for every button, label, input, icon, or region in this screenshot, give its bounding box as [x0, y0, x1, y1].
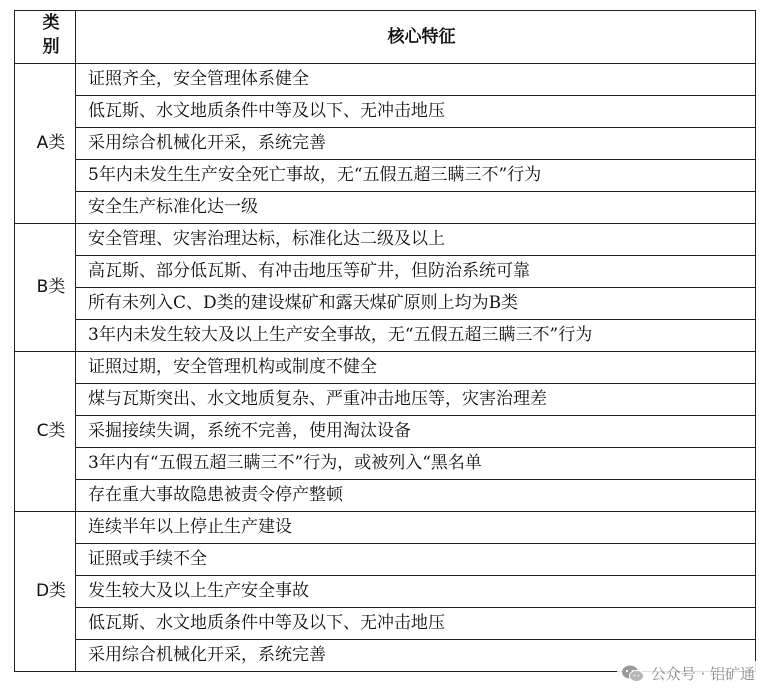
- category-header: [15, 11, 76, 64]
- feature-cell: 采用综合机械化开采，系统完善: [76, 128, 756, 160]
- table-row: [15, 480, 756, 512]
- category-cell: C类: [15, 352, 76, 512]
- watermark: [617, 661, 759, 686]
- feature-cell: 低瓦斯、水文地质条件中等及以下、无冲击地压: [76, 96, 756, 128]
- feature-cell: 证照或手续不全: [76, 544, 756, 576]
- table-row: [15, 192, 756, 224]
- feature-cell: 高瓦斯、部分低瓦斯、有冲击地压等矿井，但防治系统可靠: [76, 256, 756, 288]
- feature-cell: 存在重大事故隐患被责令停产整顿: [76, 480, 756, 512]
- category-cell: D类: [15, 512, 76, 672]
- feature-cell: 5年内未发生生产安全死亡事故，无“五假五超三瞒三不”行为: [76, 160, 756, 192]
- table-row: [15, 448, 756, 480]
- feature-cell: 安全管理、灾害治理达标，标准化达二级及以上: [76, 224, 756, 256]
- table-row: [15, 576, 756, 608]
- watermark-text: 公众号 · 铝矿通: [650, 665, 755, 683]
- classification-table: [14, 10, 756, 672]
- category-header-label: 类别: [42, 13, 60, 57]
- table-row: [15, 320, 756, 352]
- table-row: [15, 288, 756, 320]
- table-row: [15, 128, 756, 160]
- feature-cell: 煤与瓦斯突出、水文地质复杂、严重冲击地压等，灾害治理差: [76, 384, 756, 416]
- category-cell: A类: [15, 64, 76, 224]
- feature-cell: 采掘接续失调，系统不完善，使用淘汰设备: [76, 416, 756, 448]
- feature-cell: 3年内未发生较大及以上生产安全事故，无“五假五超三瞒三不”行为: [76, 320, 756, 352]
- table-row: [15, 224, 756, 256]
- feature-cell: 3年内有“五假五超三瞒三不”行为，或被列入“黑名单: [76, 448, 756, 480]
- feature-cell: 连续半年以上停止生产建设: [76, 512, 756, 544]
- table-row: [15, 64, 756, 96]
- table-row: [15, 608, 756, 640]
- table-row: [15, 352, 756, 384]
- table-row: [15, 416, 756, 448]
- feature-cell: 安全生产标准化达一级: [76, 192, 756, 224]
- features-header: 核心特征: [76, 11, 756, 64]
- table-row: [15, 160, 756, 192]
- header-row: [15, 11, 756, 64]
- table-row: [15, 512, 756, 544]
- category-cell: B类: [15, 224, 76, 352]
- wechat-icon: [621, 664, 645, 684]
- table-row: [15, 544, 756, 576]
- feature-cell: 采用综合机械化开采，系统完善: [76, 640, 756, 672]
- table-row: [15, 256, 756, 288]
- feature-cell: 发生较大及以上生产安全事故: [76, 576, 756, 608]
- feature-cell: 证照过期，安全管理机构或制度不健全: [76, 352, 756, 384]
- table-row: [15, 96, 756, 128]
- table-row: [15, 384, 756, 416]
- feature-cell: 证照齐全，安全管理体系健全: [76, 64, 756, 96]
- feature-cell: 低瓦斯、水文地质条件中等及以下、无冲击地压: [76, 608, 756, 640]
- feature-cell: 所有未列入C、D类的建设煤矿和露天煤矿原则上均为B类: [76, 288, 756, 320]
